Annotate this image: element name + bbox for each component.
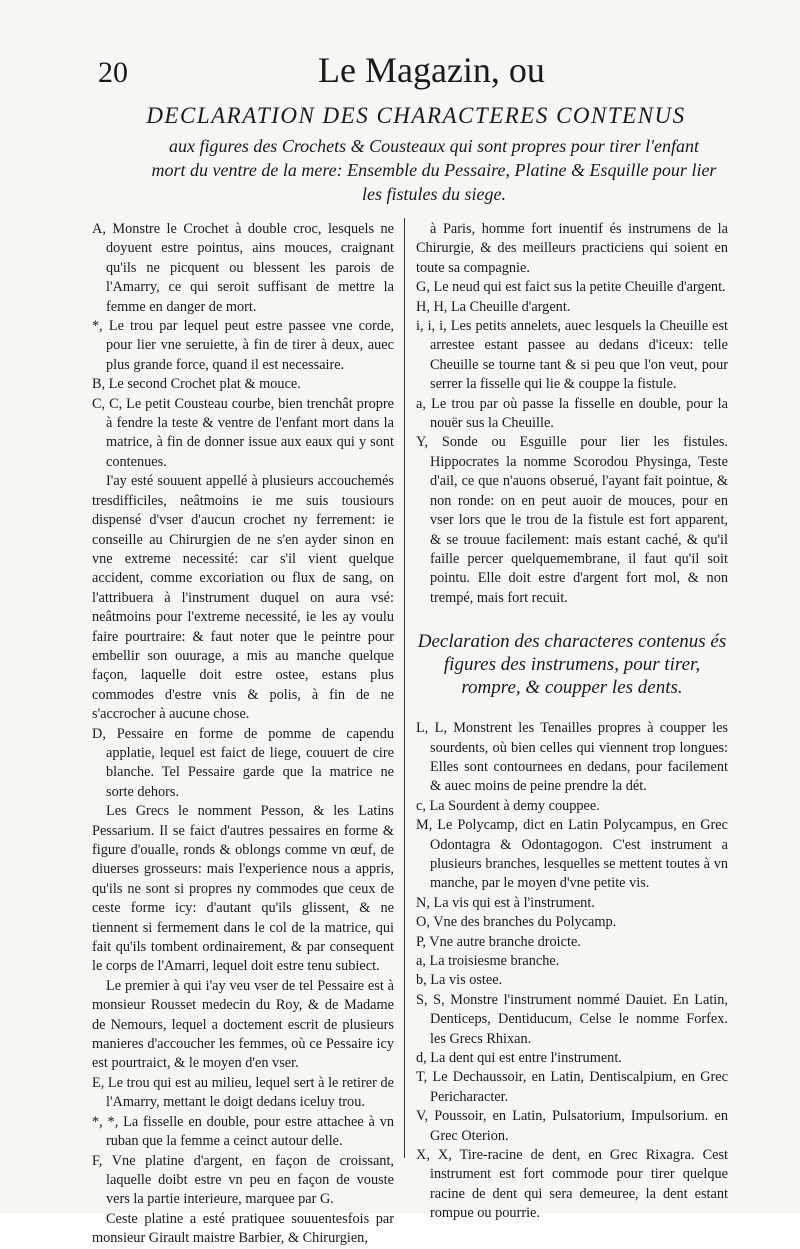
paragraph: I'ay esté souuent appellé à plusieurs accouchemés tresdifficiles, neâtmoins ie me suis tousiours dispensé d'vser d'aucun crochet ny ferrement: ie conseille au Chirurgien de ne s'en ayder sinon en vne extreme necessité: car s'il vient quelque accident, comme excoriation ou flux de sang, on l'attribuera à l'instrument duquel on aura vsé: neâtmoins pour l'extreme necessité, ie les ay voulu faire pourtraire: & faut noter que le peintre pour embellir son ouurage, a mis au manche quelque façon, laquelle doit estre ostee, estans plus commodes d'estre vnis & polis, à fin de ne s'accrocher à aucune chose. bbox=[92, 473, 394, 723]
paragraph: N, La vis qui est à l'instrument. bbox=[416, 894, 595, 911]
paragraph: Le premier à qui i'ay veu vser de tel Pessaire est à monsieur Rousset medecin du Roy, & de Madame de Nemours, lequel a doctement escrit de plusieurs manieres d'accoucher les femmes, où ce Pessaire icy est pourtraict, & le moyen d'en vser. bbox=[92, 977, 394, 1072]
paragraph: Ceste platine a esté pratiquee souuentesfois par monsieur Girault maistre Barbier, & Chirurgien, bbox=[92, 1210, 394, 1247]
paragraph: S, S, Monstre l'instrument nommé Dauiet. En Latin, Denticeps, Dentiducum, Celse le nomme Forfex. les Grecs Rhixan. bbox=[416, 991, 728, 1047]
chapter-heading: DECLARATION DES CHARACTERES CONTENUS bbox=[146, 103, 686, 128]
paragraph: à Paris, homme fort inuentif és instrumens de la Chirurgie, & des meilleurs practiciens qui soient en toute sa compagnie. bbox=[416, 221, 728, 276]
paragraph: E, Le trou qui est au milieu, lequel sert à le retirer de l'Amarry, mettant le doigt dedans iceluy trou. bbox=[92, 1074, 394, 1111]
paragraph: C, C, Le petit Cousteau courbe, bien trenchât propre à fendre la teste & ventre de l'enfant mort dans la matrice, à fin de donner issue aux eaux qui y sont contenues. bbox=[92, 395, 394, 470]
paragraph: *, *, La fisselle en double, pour estre attachee à vn ruban que la femme a ceinct autour delle. bbox=[92, 1113, 394, 1150]
paragraph: *, Le trou par lequel peut estre passee vne corde, pour lier vne seruiette, à fin de tirer à deux, auec plus grande force, quand il est necessaire. bbox=[92, 318, 394, 373]
paragraph: a, Le trou par où passe la fisselle en double, pour la nouër sus la Cheuille. bbox=[416, 395, 728, 432]
paragraph: V, Poussoir, en Latin, Pulsatorium, Impulsorium. en Grec Oterion. bbox=[416, 1108, 728, 1144]
paragraph: O, Vne des branches du Polycamp. bbox=[416, 914, 617, 931]
paragraph: A, Monstre le Crochet à double croc, lesquels ne doyuent estre pointus, ains mouces, craignant qu'ils ne picquent ou blessent les parois de l'Amarry, ce qui seroit suffisant de mettre la femme en danger de mort. bbox=[92, 221, 394, 315]
left-column bbox=[92, 220, 394, 1249]
paragraph: L, L, Monstrent les Tenailles propres à coupper les sourdents, où bien celles qui viennent trop longues: Elles sont contournees en dedans, pour facilement & auec moins de peine prendre la dét. bbox=[416, 720, 728, 795]
paragraph: i, i, i, Les petits annelets, auec lesquels la Cheuille est arrestee estant passee au dedans d'iceux: telle Cheuille se tourne tant & si peu que l'on veut, pour serrer la fisselle qui lie & couppe la fistule. bbox=[416, 318, 728, 393]
paragraph: M, Le Polycamp, dict en Latin Polycampus, en Grec Odontagra & Odontagogon. C'est instrument a plusieurs branches, lesquelles se mettent toutes à vn manche, par le moyen d'vne petite vis. bbox=[416, 817, 728, 892]
paragraph: d, La dent qui est entre l'instrument. bbox=[416, 1050, 622, 1067]
paragraph: D, Pessaire en forme de pomme de capendu applatie, lequel est faict de liege, couuert de cire blanche. Tel Pessaire garde que la matrice ne sorte dehors. bbox=[92, 725, 394, 800]
page-number: 20 bbox=[98, 56, 128, 89]
paragraph: T, Le Dechaussoir, en Latin, Dentiscalpium, en Grec Pericharacter. bbox=[416, 1069, 728, 1105]
paragraph: a, La troisiesme branche. bbox=[416, 953, 560, 969]
paragraph: B, Le second Crochet plat & mouce. bbox=[92, 376, 301, 393]
paragraph: H, H, La Cheuille d'argent. bbox=[416, 298, 571, 315]
paragraph: G, Le neud qui est faict sus la petite Cheuille d'argent. bbox=[416, 279, 726, 296]
paragraph: F, Vne platine d'argent, en façon de croissant, laquelle doibt estre vn peu en façon de vouste vers la partie interieure, marquee par G. bbox=[92, 1152, 394, 1208]
paragraph: Les Grecs le nomment Pesson, & les Latins Pessarium. Il se faict d'autres pessaires en forme & figure d'oualle, ronds & oblongs comme vn œuf, de diuerses grosseurs: mais l'experience nous a appris, qu'ils ne sont si propres ny commodes que ceux de ceste forme icy: d'autant qu'ils glissent, & ne tiennent si fermement dans le col de la matrice, qui fait qu'ils tombent ordinairement, & par consequent le corps de l'Amarri, lequel doit estre tenu subiect. bbox=[92, 803, 394, 975]
paragraph: c, La Sourdent à demy couppee. bbox=[416, 797, 600, 814]
running-title: Le Magazin, ou bbox=[318, 50, 545, 90]
paragraph: X, X, Tire-racine de dent, en Grec Rixagra. Cest instrument est fort commode pour tirer quelque racine de dent qui sera demeuree, la dent estant rompue ou pourrie. bbox=[416, 1147, 728, 1222]
paragraph: Y, Sonde ou Esguille pour lier les fistules. Hippocrates la nomme Scorodou Physinga, Teste d'ail, ce que n'auons obserué, l'ayant fait pointue, & non ronde: on en peut auoir de mouces, pour en vser lors que le trou de la fistule est fort apparent, & se trouue facilement: mais estant caché, & qu'il faille percer quelquemembrane, il faut qu'il soit pointu. Elle doit estre d'argent fort mol, & non trempé, mais fort recuit. bbox=[416, 434, 728, 606]
section-heading: Declaration des characteres contenus és figures des instrumens, pour tirer, rompre, & coupper les dents. bbox=[417, 631, 727, 699]
paragraph: P, Vne autre branche droicte. bbox=[416, 933, 581, 950]
paragraph: b, La vis ostee. bbox=[416, 972, 503, 989]
column-divider bbox=[404, 218, 405, 1158]
right-column bbox=[416, 220, 728, 1224]
chapter-subheading: aux figures des Crochets & Cousteaux qui sont propres pour tirer l'enfant mort du ventre de la mere: Ensemble du Pessaire, Platine & Esquille pour lier les fistules du siege. bbox=[151, 136, 717, 204]
